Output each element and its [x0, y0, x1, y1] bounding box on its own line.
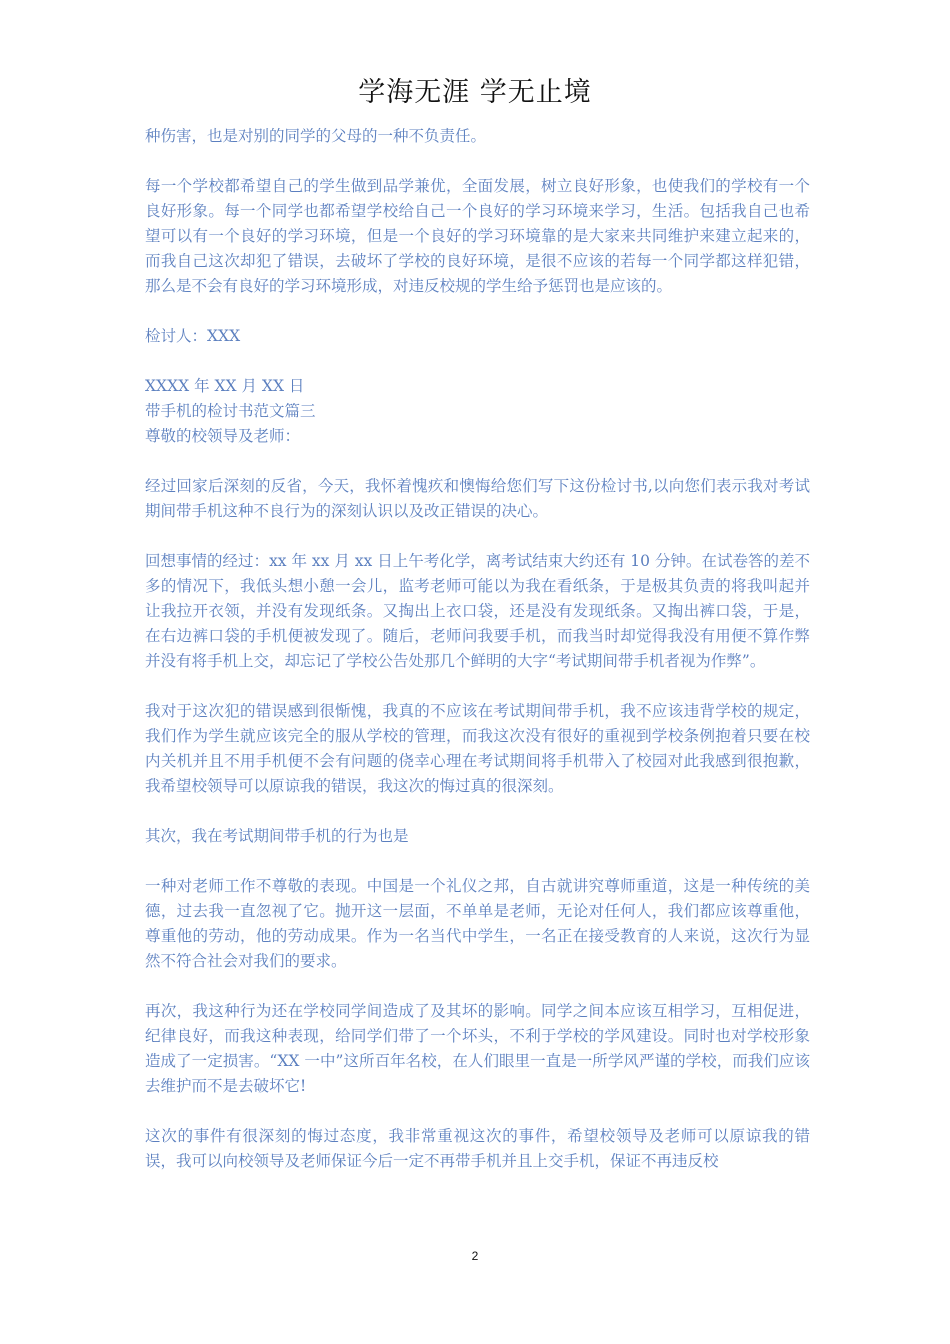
- paragraph: 这次的事件有很深刻的悔过态度，我非常重视这次的事件，希望校领导及老师可以原谅我的错误，我可以向校领导及老师保证今后一定不再带手机并且上交手机，保证不再违反校: [145, 1127, 810, 1170]
- paragraph: 其次，我在考试期间带手机的行为也是: [145, 827, 409, 845]
- signature-line: 检讨人：XXX: [145, 327, 241, 345]
- paragraph: 再次，我这种行为还在学校同学间造成了及其坏的影响。同学之间本应该互相学习，互相促进，纪律良好，而我这种表现，给同学们带了一个坏头，不利于学校的学风建设。同时也对学校形象造成了一定损害。“XX 一中”这所百年名校，在人们眼里一直是一所学风严谨的学校，而我们应该去维护而不是去破坏它!: [145, 1002, 810, 1095]
- page-header-title: 学海无涯 学无止境: [358, 77, 592, 108]
- paragraph: 经过回家后深刻的反省，今天，我怀着愧疚和懊悔给您们写下这份检讨书,以向您们表示我对考试期间带手机这种不良行为的深刻认识以及改正错误的决心。: [145, 477, 810, 520]
- salutation: 尊敬的校领导及老师：: [145, 427, 301, 445]
- date-line: XXXX 年 XX 月 XX 日: [145, 377, 305, 395]
- document-body: [145, 124, 810, 1174]
- paragraph: 回想事情的经过：xx 年 xx 月 xx 日上午考化学，离考试结束大约还有 10 分钟。在试卷答的差不多的情况下，我低头想小憩一会儿，监考老师可能以为我在看纸条，于是极其负责的将我叫起并让我拉开衣领，并没有发现纸条。又掏出上衣口袋，还是没有发现纸条。又掏出裤口袋，于是，在右边裤口袋的手机便被发现了。随后，老师问我要手机，而我当时却觉得我没有用便不算作弊并没有将手机上交，却忘记了学校公告处那几个鲜明的大字“考试期间带手机者视为作弊”。: [145, 552, 810, 670]
- section-heading: 带手机的检讨书范文篇三: [145, 402, 316, 420]
- paragraph: 种伤害，也是对别的同学的父母的一种不负责任。: [145, 127, 487, 145]
- page-number: 2: [471, 1249, 479, 1263]
- paragraph: 每一个学校都希望自己的学生做到品学兼优，全面发展，树立良好形象，也使我们的学校有一个良好形象。每一个同学也都希望学校给自己一个良好的学习环境来学习，生活。包括我自己也希望可以有一个良好的学习环境，但是一个良好的学习环境靠的是大家来共同维护来建立起来的，而我自己这次却犯了错误，去破坏了学校的良好环境，是很不应该的若每一个同学都这样犯错，那么是不会有良好的学习环境形成，对违反校规的学生给予惩罚也是应该的。: [145, 177, 810, 295]
- paragraph: 我对于这次犯的错误感到很惭愧，我真的不应该在考试期间带手机，我不应该违背学校的规定，我们作为学生就应该完全的服从学校的管理，而我这次没有很好的重视到学校条例抱着只要在校内关机并且不用手机便不会有问题的侥幸心理在考试期间将手机带入了校园对此我感到很抱歉，我希望校领导可以原谅我的错误，我这次的悔过真的很深刻。: [145, 702, 810, 795]
- paragraph: 一种对老师工作不尊敬的表现。中国是一个礼仪之邦，自古就讲究尊师重道，这是一种传统的美德，过去我一直忽视了它。抛开这一层面，不单单是老师，无论对任何人，我们都应该尊重他，尊重他的劳动，他的劳动成果。作为一名当代中学生，一名正在接受教育的人来说，这次行为显然不符合社会对我们的要求。: [145, 877, 810, 970]
